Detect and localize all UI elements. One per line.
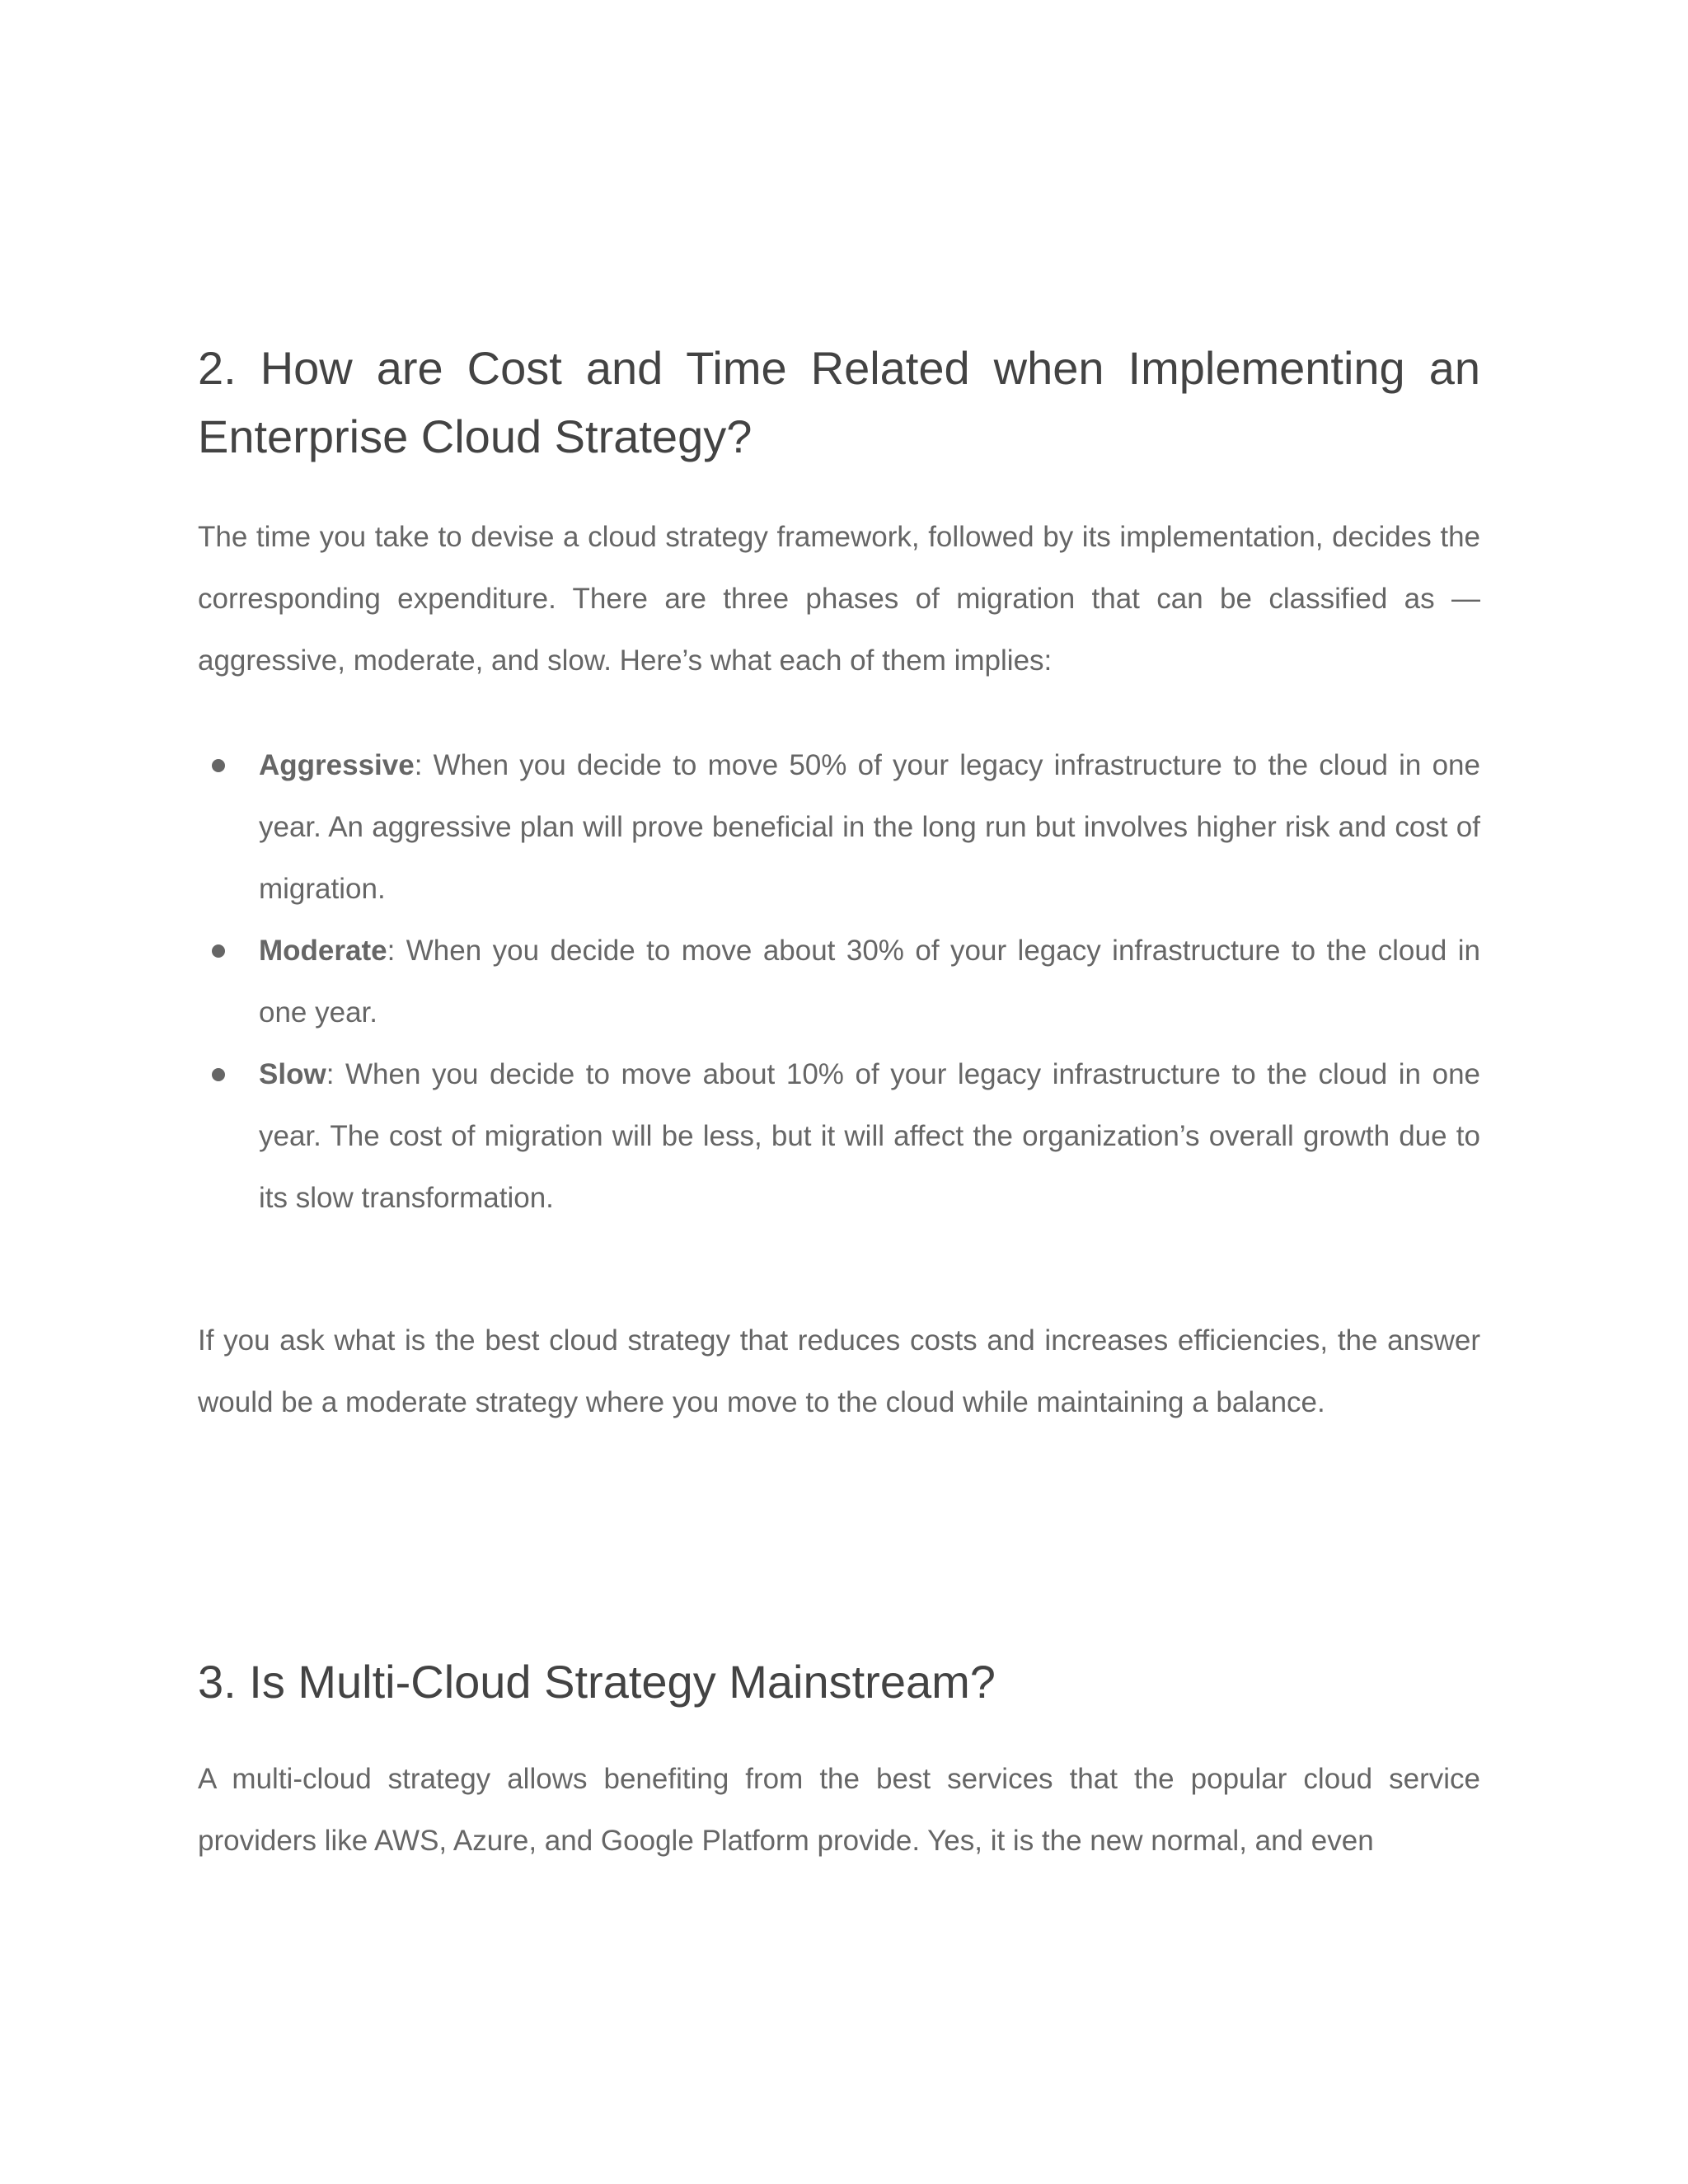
section-heading-multi-cloud: 3. Is Multi-Cloud Strategy Mainstream? bbox=[198, 1656, 996, 1708]
desc-aggressive: : When you decide to move 50% of your legacy infrastructure to the cloud in one year. An aggressive plan will prove beneficial in the long run but involves higher risk and cost of migration. bbox=[259, 749, 1480, 905]
term-slow: Slow bbox=[259, 1058, 326, 1090]
paragraph-multi-cloud: A multi-cloud strategy allows benefiting from the best services that the popular cloud service providers like AWS, Azure, and Google Platform provide. Yes, it is the new normal, and even bbox=[198, 1763, 1480, 1857]
migration-phases-list bbox=[198, 734, 1480, 1229]
bullet-icon bbox=[212, 1068, 225, 1081]
list-item-slow bbox=[198, 1043, 1480, 1229]
desc-slow: : When you decide to move about 10% of your legacy infrastructure to the cloud in one year. The cost of migration will be less, but it will affect the organization’s overall growth due to its slow transformation. bbox=[259, 1058, 1480, 1214]
term-aggressive: Aggressive bbox=[259, 749, 415, 781]
paragraph-intro: The time you take to devise a cloud strategy framework, followed by its implementation, decides the corresponding expenditure. There are three phases of migration that can be classified as — aggressive, moderate, and slow. Here’s what each of them implies: bbox=[198, 521, 1480, 677]
bullet-icon bbox=[212, 944, 225, 958]
desc-moderate: : When you decide to move about 30% of your legacy infrastructure to the cloud in one year. bbox=[259, 935, 1480, 1029]
bullet-icon bbox=[212, 759, 225, 772]
paragraph-conclusion: If you ask what is the best cloud strategy that reduces costs and increases efficiencies, the answer would be a moderate strategy where you move to the cloud while maintaining a balance. bbox=[198, 1324, 1480, 1418]
section-heading-cost-time: 2. How are Cost and Time Related when Implementing an Enterprise Cloud Strategy? bbox=[198, 342, 1480, 462]
term-moderate: Moderate bbox=[259, 935, 387, 967]
list-item-moderate bbox=[198, 920, 1480, 1043]
list-item-aggressive bbox=[198, 734, 1480, 920]
